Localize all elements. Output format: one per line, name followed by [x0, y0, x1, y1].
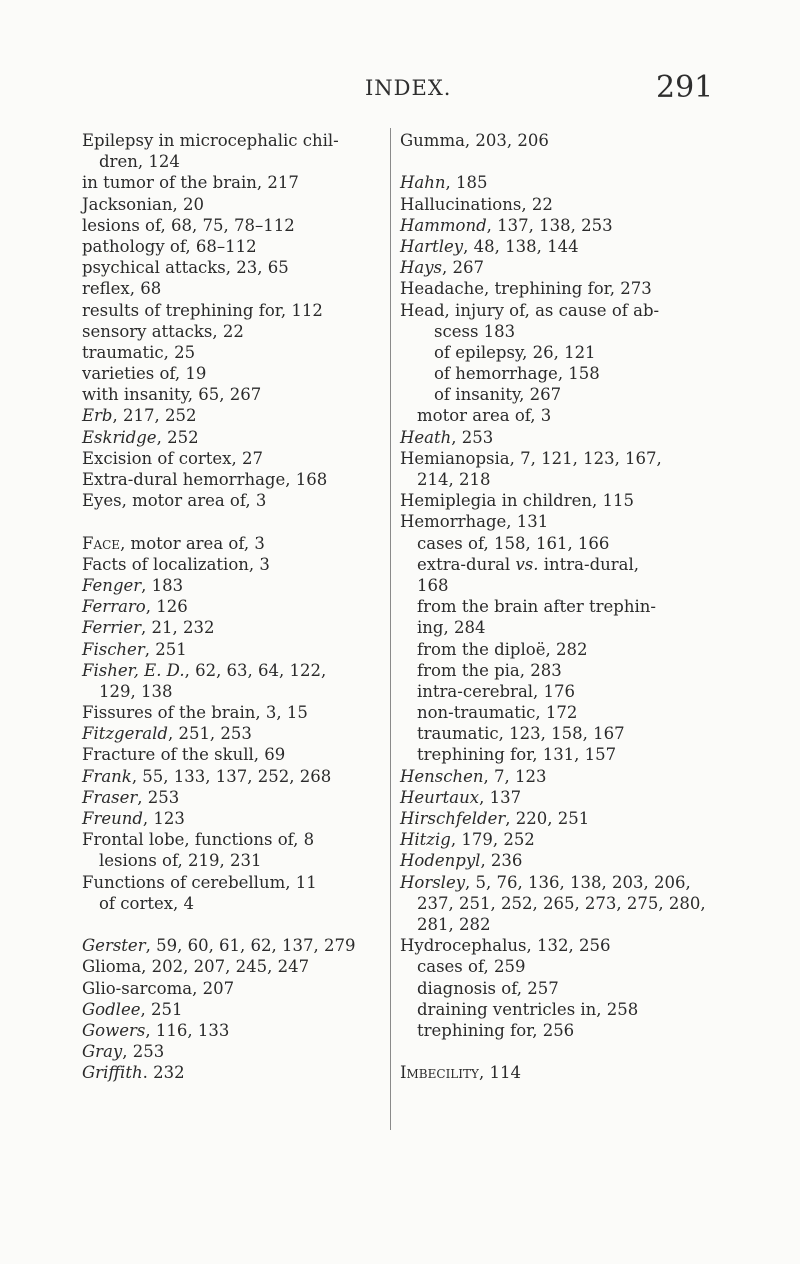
- index-entry-text: intra-dural,: [538, 554, 639, 574]
- index-entry-author: Erb: [82, 406, 113, 426]
- index-entry: [82, 342, 382, 363]
- index-entry-text: , 236: [480, 851, 523, 871]
- index-entry-text: Excision of cortex, 27: [82, 448, 263, 468]
- index-entry: [400, 808, 716, 829]
- index-entry: [82, 257, 382, 278]
- index-entry-author: Gerster: [82, 936, 146, 956]
- index-entry: [400, 787, 716, 808]
- index-entry-text: Hemianopsia, 7, 121, 123, 167,: [400, 448, 662, 468]
- index-entry-text: Fissures of the brain, 3, 15: [82, 703, 308, 723]
- index-entry-text: , motor area of, 3: [120, 533, 265, 553]
- index-entry-author: Eskridge: [82, 427, 157, 447]
- index-subentry: [400, 384, 716, 405]
- index-entry-author: Hodenpyl: [400, 851, 481, 871]
- index-entry: [82, 300, 382, 321]
- index-entry: [82, 766, 382, 787]
- index-entry-author: Hammond: [400, 215, 487, 235]
- index-entry: [400, 766, 716, 787]
- index-entry-text: Jacksonian, 20: [82, 194, 204, 214]
- index-entry-text: non-traumatic, 172: [417, 703, 578, 723]
- index-entry-author: Hays: [400, 258, 443, 278]
- index-entry: [82, 448, 382, 469]
- index-entry-text: , 251: [140, 999, 183, 1019]
- index-subentry: [400, 744, 716, 765]
- index-entry-text: 214, 218: [417, 470, 491, 489]
- index-entry: [82, 978, 382, 999]
- index-entry-author: Hirschfelder: [400, 809, 506, 828]
- index-entry-text: traumatic, 123, 158, 167: [417, 724, 625, 744]
- index-entry-author: vs.: [515, 554, 539, 574]
- index-entry: [82, 935, 382, 956]
- index-entry-text: of cortex, 4: [99, 893, 195, 913]
- index-entry-text: Headache, trephining for, 273: [400, 279, 652, 299]
- index-column-right: [400, 130, 716, 1083]
- index-entry: [82, 723, 382, 744]
- index-entry-text: cases of, 259: [417, 957, 526, 977]
- index-entry: [400, 194, 716, 215]
- index-entry: [82, 172, 382, 193]
- index-entry: [400, 1062, 716, 1083]
- index-entry: [82, 575, 382, 596]
- index-entry-text: lesions of, 219, 231: [99, 851, 262, 871]
- index-entry-text: Fracture of the skull, 69: [82, 745, 286, 765]
- index-entry-text: , 59, 60, 61, 62, 137, 279: [145, 936, 356, 956]
- index-entry-text: 129, 138: [99, 681, 173, 701]
- index-entry-author: Horsley: [400, 872, 466, 892]
- index-entry: [400, 278, 716, 299]
- index-entry-text: draining ventricles in, 258: [417, 999, 639, 1019]
- index-entry-text: Hallucinations, 22: [400, 194, 553, 214]
- index-entry: [82, 469, 382, 490]
- index-subentry: [400, 554, 716, 575]
- index-entry-text: cases of, 158, 161, 166: [417, 533, 610, 553]
- index-entry: [82, 1062, 382, 1083]
- page-number: 291: [656, 70, 714, 105]
- index-subentry: [400, 363, 716, 384]
- index-entry-author: Hahn: [400, 173, 446, 193]
- index-entry: [400, 215, 716, 236]
- index-entry-text: 168: [417, 575, 449, 595]
- index-entry-author: Fenger: [82, 575, 142, 595]
- index-entry-text: varieties of, 19: [82, 364, 207, 384]
- index-entry: [400, 872, 716, 893]
- index-entry: [400, 448, 716, 469]
- index-entry-text: Gumma, 203, 206: [400, 131, 549, 150]
- index-entry: [82, 363, 382, 384]
- index-column-left: [82, 130, 382, 1083]
- index-entry-text: Hemorrhage, 131: [400, 512, 549, 532]
- index-subentry: [400, 469, 716, 490]
- index-entry-author: Frank: [82, 766, 132, 786]
- index-subentry: [400, 617, 716, 638]
- index-subentry: [82, 681, 382, 702]
- index-entry: [82, 490, 382, 511]
- index-entry-text: , 179, 252: [450, 830, 535, 850]
- index-entry: [82, 533, 382, 554]
- index-subentry: [400, 1020, 716, 1041]
- index-entry: [82, 999, 382, 1020]
- index-entry-text: , 183: [141, 575, 184, 595]
- index-entry-text: dren, 124: [99, 152, 180, 172]
- index-entry: [82, 427, 382, 448]
- index-entry-text: Epilepsy in microcephalic chil-: [82, 131, 339, 150]
- index-subentry: [400, 596, 716, 617]
- index-subentry: [400, 405, 716, 426]
- index-entry-text: , 21, 232: [141, 618, 215, 638]
- index-entry-text: , 48, 138, 144: [463, 236, 579, 256]
- index-entry-text: Head, injury of, as cause of ab-: [400, 300, 660, 320]
- running-head-title: INDEX.: [365, 76, 452, 100]
- index-entry: [400, 236, 716, 257]
- index-entry: [82, 405, 382, 426]
- index-entry: [400, 490, 716, 511]
- index-entry-author: Fraser: [82, 787, 138, 807]
- index-entry-author: Hitzig: [400, 830, 451, 850]
- index-entry-text: , 114: [478, 1063, 521, 1083]
- index-entry: [400, 935, 716, 956]
- index-entry: [82, 639, 382, 660]
- index-entry-text: from the pia, 283: [417, 660, 562, 680]
- index-entry-author: Hartley: [400, 236, 464, 256]
- index-subentry: [400, 575, 716, 596]
- index-entry-author: Gray: [82, 1042, 123, 1062]
- index-entry-text: Extra-dural hemorrhage, 168: [82, 470, 328, 489]
- index-entry: [400, 300, 716, 321]
- index-entry-text: Facts of localization, 3: [82, 554, 270, 574]
- index-subentry: [400, 702, 716, 723]
- index-entry-text: , 137: [479, 787, 522, 807]
- index-entry: [82, 702, 382, 723]
- column-divider: [390, 128, 391, 1130]
- index-entry-text: motor area of, 3: [417, 406, 552, 426]
- index-entry-text: , 217, 252: [112, 406, 197, 426]
- running-head: [0, 70, 800, 110]
- index-entry-text: trephining for, 131, 157: [417, 745, 617, 765]
- index-entry: [82, 215, 382, 236]
- index-subentry: [82, 151, 382, 172]
- index-entry-text: , 137, 138, 253: [486, 215, 613, 235]
- index-entry-text: of insanity, 267: [434, 385, 562, 405]
- index-entry-author: Ferrier: [82, 618, 142, 638]
- index-entry-text: trephining for, 256: [417, 1020, 575, 1040]
- index-entry: [400, 130, 716, 151]
- index-entry: [82, 278, 382, 299]
- index-subentry: [400, 956, 716, 977]
- index-entry-text: sensory attacks, 22: [82, 321, 244, 341]
- index-entry: [82, 194, 382, 215]
- index-entry: [82, 617, 382, 638]
- index-subentry: [82, 850, 382, 871]
- index-entry: [82, 660, 382, 681]
- index-entry-text: scess 183: [434, 321, 516, 341]
- index-subentry: [400, 914, 716, 935]
- index-entry-author: Gowers: [82, 1020, 146, 1040]
- index-entry: [82, 596, 382, 617]
- index-entry: [400, 172, 716, 193]
- index-entry-text: of hemorrhage, 158: [434, 364, 600, 384]
- index-entry: [82, 1041, 382, 1062]
- index-entry: [400, 829, 716, 850]
- index-entry: [82, 384, 382, 405]
- index-entry-text: , 5, 76, 136, 138, 203, 206,: [465, 872, 691, 892]
- index-entry-text: , 253: [137, 787, 180, 807]
- index-entry-author: Heurtaux: [400, 787, 480, 807]
- index-entry-text: in tumor of the brain, 217: [82, 173, 299, 193]
- index-entry-text: Glio-sarcoma, 207: [82, 978, 235, 998]
- index-entry-text: Glioma, 202, 207, 245, 247: [82, 957, 310, 977]
- index-subentry: [400, 723, 716, 744]
- index-entry-text: , 62, 63, 64, 122,: [184, 660, 327, 680]
- index-subentry: [400, 893, 716, 914]
- index-entry-text: Face: [82, 533, 121, 553]
- index-entry-text: Eyes, motor area of, 3: [82, 491, 267, 511]
- index-entry-text: , 7, 123: [483, 766, 547, 786]
- index-entry-text: , 123: [142, 809, 185, 828]
- index-entry-text: extra-dural: [417, 554, 516, 574]
- index-entry-text: Hydrocephalus, 132, 256: [400, 936, 611, 956]
- index-entry-author: Godlee: [82, 999, 141, 1019]
- index-entry: [82, 787, 382, 808]
- index-subentry: [400, 321, 716, 342]
- index-entry: [82, 744, 382, 765]
- index-entry-text: Functions of cerebellum, 11: [82, 872, 317, 892]
- index-subentry: [400, 342, 716, 363]
- index-entry-author: Ferraro: [82, 597, 146, 617]
- index-entry-text: ing, 284: [417, 618, 486, 638]
- index-entry-text: , 253: [122, 1042, 165, 1062]
- index-entry-text: , 267: [442, 258, 484, 278]
- index-entry-text: lesions of, 68, 75, 78–112: [82, 215, 295, 235]
- index-entry-text: pathology of, 68–112: [82, 236, 257, 256]
- index-entry-text: , 185: [445, 173, 488, 193]
- index-entry-text: intra-cerebral, 176: [417, 681, 576, 701]
- index-entry-text: of epilepsy, 26, 121: [434, 342, 596, 362]
- index-subentry: [400, 999, 716, 1020]
- index-entry: [82, 554, 382, 575]
- index-entry-text: with insanity, 65, 267: [82, 385, 262, 405]
- index-entry-text: reflex, 68: [82, 279, 162, 299]
- index-entry-text: Hemiplegia in children, 115: [400, 491, 634, 511]
- index-entry: [82, 872, 382, 893]
- index-entry-author: Fisher, E. D.: [82, 660, 185, 680]
- index-entry-text: , 126: [145, 597, 188, 617]
- index-entry: [82, 130, 382, 151]
- index-entry-text: , 55, 133, 137, 252, 268: [131, 766, 332, 786]
- index-entry-author: Freund: [82, 809, 143, 828]
- index-entry-text: from the diploë, 282: [417, 639, 588, 659]
- index-entry-text: results of trephining for, 112: [82, 300, 323, 320]
- index-entry: [400, 850, 716, 871]
- index-entry-text: , 253: [451, 427, 494, 447]
- index-subentry: [400, 978, 716, 999]
- index-entry: [82, 321, 382, 342]
- index-entry: [82, 1020, 382, 1041]
- index-subentry: [400, 681, 716, 702]
- index-entry-text: 237, 251, 252, 265, 273, 275, 280,: [417, 893, 706, 913]
- index-entry: [82, 236, 382, 257]
- index-entry-text: from the brain after trephin-: [417, 597, 656, 617]
- index-entry-text: Imbecility: [400, 1063, 479, 1083]
- index-entry-text: Frontal lobe, functions of, 8: [82, 830, 315, 850]
- index-entry-text: diagnosis of, 257: [417, 978, 559, 998]
- index-entry-author: Griffith: [82, 1063, 143, 1083]
- index-entry: [82, 808, 382, 829]
- index-subentry: [82, 893, 382, 914]
- index-entry-author: Fischer: [82, 639, 145, 659]
- index-entry: [82, 956, 382, 977]
- index-entry: [400, 427, 716, 448]
- index-entry-text: traumatic, 25: [82, 342, 196, 362]
- index-entry-author: Fitzgerald: [82, 724, 168, 744]
- index-entry-text: , 251, 253: [167, 724, 252, 744]
- index-entry-text: , 252: [156, 427, 199, 447]
- index-subentry: [400, 639, 716, 660]
- index-entry: [400, 257, 716, 278]
- index-entry-text: , 251: [144, 639, 187, 659]
- index-entry: [400, 511, 716, 532]
- index-entry-text: , 116, 133: [145, 1020, 230, 1040]
- index-entry-text: 281, 282: [417, 914, 491, 934]
- index-entry-author: Henschen: [400, 766, 484, 786]
- index-entry-text: , 220, 251: [505, 809, 590, 828]
- index-subentry: [400, 533, 716, 554]
- index-entry-author: Heath: [400, 427, 452, 447]
- index-entry: [82, 829, 382, 850]
- index-subentry: [400, 660, 716, 681]
- index-entry-text: . 232: [142, 1063, 185, 1083]
- index-entry-text: psychical attacks, 23, 65: [82, 258, 289, 278]
